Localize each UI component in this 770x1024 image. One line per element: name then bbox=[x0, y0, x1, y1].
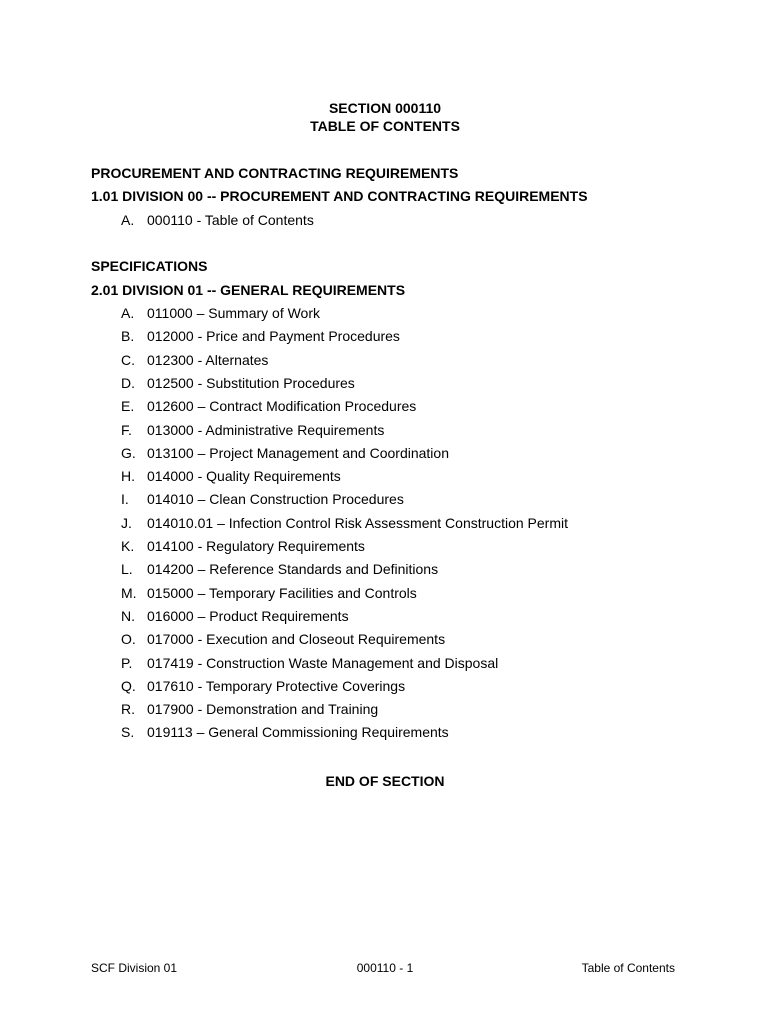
toc-item-text: 017000 - Execution and Closeout Requirements bbox=[147, 631, 446, 648]
toc-item-letter: A. bbox=[121, 212, 135, 228]
toc-item bbox=[121, 327, 400, 345]
toc-item-letter: O. bbox=[121, 631, 136, 648]
toc-item-text: 017419 - Construction Waste Management and Disposal bbox=[147, 654, 499, 671]
toc-item-letter: R. bbox=[121, 701, 135, 718]
end-of-section: END OF SECTION bbox=[325, 773, 445, 789]
toc-item bbox=[121, 467, 341, 485]
toc-item-text: 013100 – Project Management and Coordination bbox=[147, 444, 449, 461]
toc-item-text: 017610 - Temporary Protective Coverings bbox=[147, 677, 406, 694]
toc-item bbox=[121, 211, 314, 229]
specifications-heading: SPECIFICATIONS bbox=[91, 258, 208, 274]
toc-item-letter: E. bbox=[121, 398, 135, 415]
toc-item-text: 014010 – Clean Construction Procedures bbox=[147, 491, 404, 508]
toc-item-text: 019113 – General Commissioning Requirements bbox=[147, 724, 449, 741]
toc-item bbox=[121, 514, 568, 532]
toc-item-letter: K. bbox=[121, 538, 135, 554]
toc-item bbox=[121, 700, 378, 718]
toc-item bbox=[121, 421, 384, 439]
toc-item-letter: D. bbox=[121, 374, 135, 391]
footer-right: Table of Contents bbox=[581, 961, 675, 975]
toc-item bbox=[121, 723, 449, 741]
document-title: TABLE OF CONTENTS bbox=[310, 118, 460, 134]
toc-item bbox=[121, 630, 445, 648]
toc-item bbox=[121, 397, 416, 415]
toc-item-letter: H. bbox=[121, 468, 135, 485]
toc-item-text: 013000 - Administrative Requirements bbox=[147, 421, 385, 438]
toc-item-text: 014010.01 – Infection Control Risk Assessment Construction Permit bbox=[147, 514, 568, 531]
section-number: SECTION 000110 bbox=[328, 100, 442, 116]
toc-item bbox=[121, 304, 320, 322]
toc-item bbox=[121, 677, 405, 695]
toc-item-letter: S. bbox=[121, 724, 135, 741]
toc-item bbox=[121, 444, 449, 462]
toc-item-letter: Q. bbox=[121, 677, 136, 694]
toc-item bbox=[121, 654, 498, 672]
toc-item bbox=[121, 490, 404, 508]
toc-item-text: 014000 - Quality Requirements bbox=[147, 468, 341, 485]
toc-item-letter: J. bbox=[121, 514, 132, 531]
toc-item-letter: G. bbox=[121, 444, 136, 461]
toc-item-text: 015000 – Temporary Facilities and Controls bbox=[147, 584, 417, 601]
toc-item-letter: P. bbox=[121, 654, 133, 671]
toc-item-text: 014100 - Regulatory Requirements bbox=[147, 538, 365, 554]
toc-item-text: 012000 - Price and Payment Procedures bbox=[147, 328, 400, 345]
toc-item-text: 012500 - Substitution Procedures bbox=[147, 374, 355, 391]
division-01-heading: 2.01 DIVISION 01 -- GENERAL REQUIREMENTS bbox=[91, 282, 406, 298]
division-00-heading: 1.01 DIVISION 00 -- PROCUREMENT AND CONTRACTING REQUIREMENTS bbox=[91, 188, 588, 204]
footer-left: SCF Division 01 bbox=[91, 961, 178, 975]
toc-item-text: 012300 - Alternates bbox=[147, 351, 269, 368]
toc-item-letter: I. bbox=[121, 491, 129, 508]
toc-item bbox=[121, 537, 365, 555]
footer-page-number: 000110 - 1 bbox=[356, 961, 414, 975]
toc-item bbox=[121, 584, 417, 602]
toc-item-text: 014200 – Reference Standards and Definitions bbox=[147, 561, 439, 578]
toc-item-letter: B. bbox=[121, 328, 135, 345]
toc-item-letter: M. bbox=[121, 584, 137, 601]
toc-item bbox=[121, 560, 438, 578]
toc-item-letter: F. bbox=[121, 421, 132, 438]
toc-item-letter: L. bbox=[121, 561, 133, 578]
toc-item-text: 011000 – Summary of Work bbox=[147, 305, 321, 321]
toc-item-letter: A. bbox=[121, 305, 135, 321]
toc-item-text: 012600 – Contract Modification Procedures bbox=[147, 398, 417, 415]
toc-item bbox=[121, 607, 349, 625]
toc-item-text: 000110 - Table of Contents bbox=[147, 212, 314, 228]
toc-item-text: 017900 - Demonstration and Training bbox=[147, 701, 379, 718]
toc-item-text: 016000 – Product Requirements bbox=[147, 607, 349, 624]
toc-item-letter: N. bbox=[121, 607, 135, 624]
procurement-heading: PROCUREMENT AND CONTRACTING REQUIREMENTS bbox=[91, 165, 459, 181]
toc-item-letter: C. bbox=[121, 351, 135, 368]
toc-item bbox=[121, 374, 355, 392]
toc-item bbox=[121, 351, 268, 369]
